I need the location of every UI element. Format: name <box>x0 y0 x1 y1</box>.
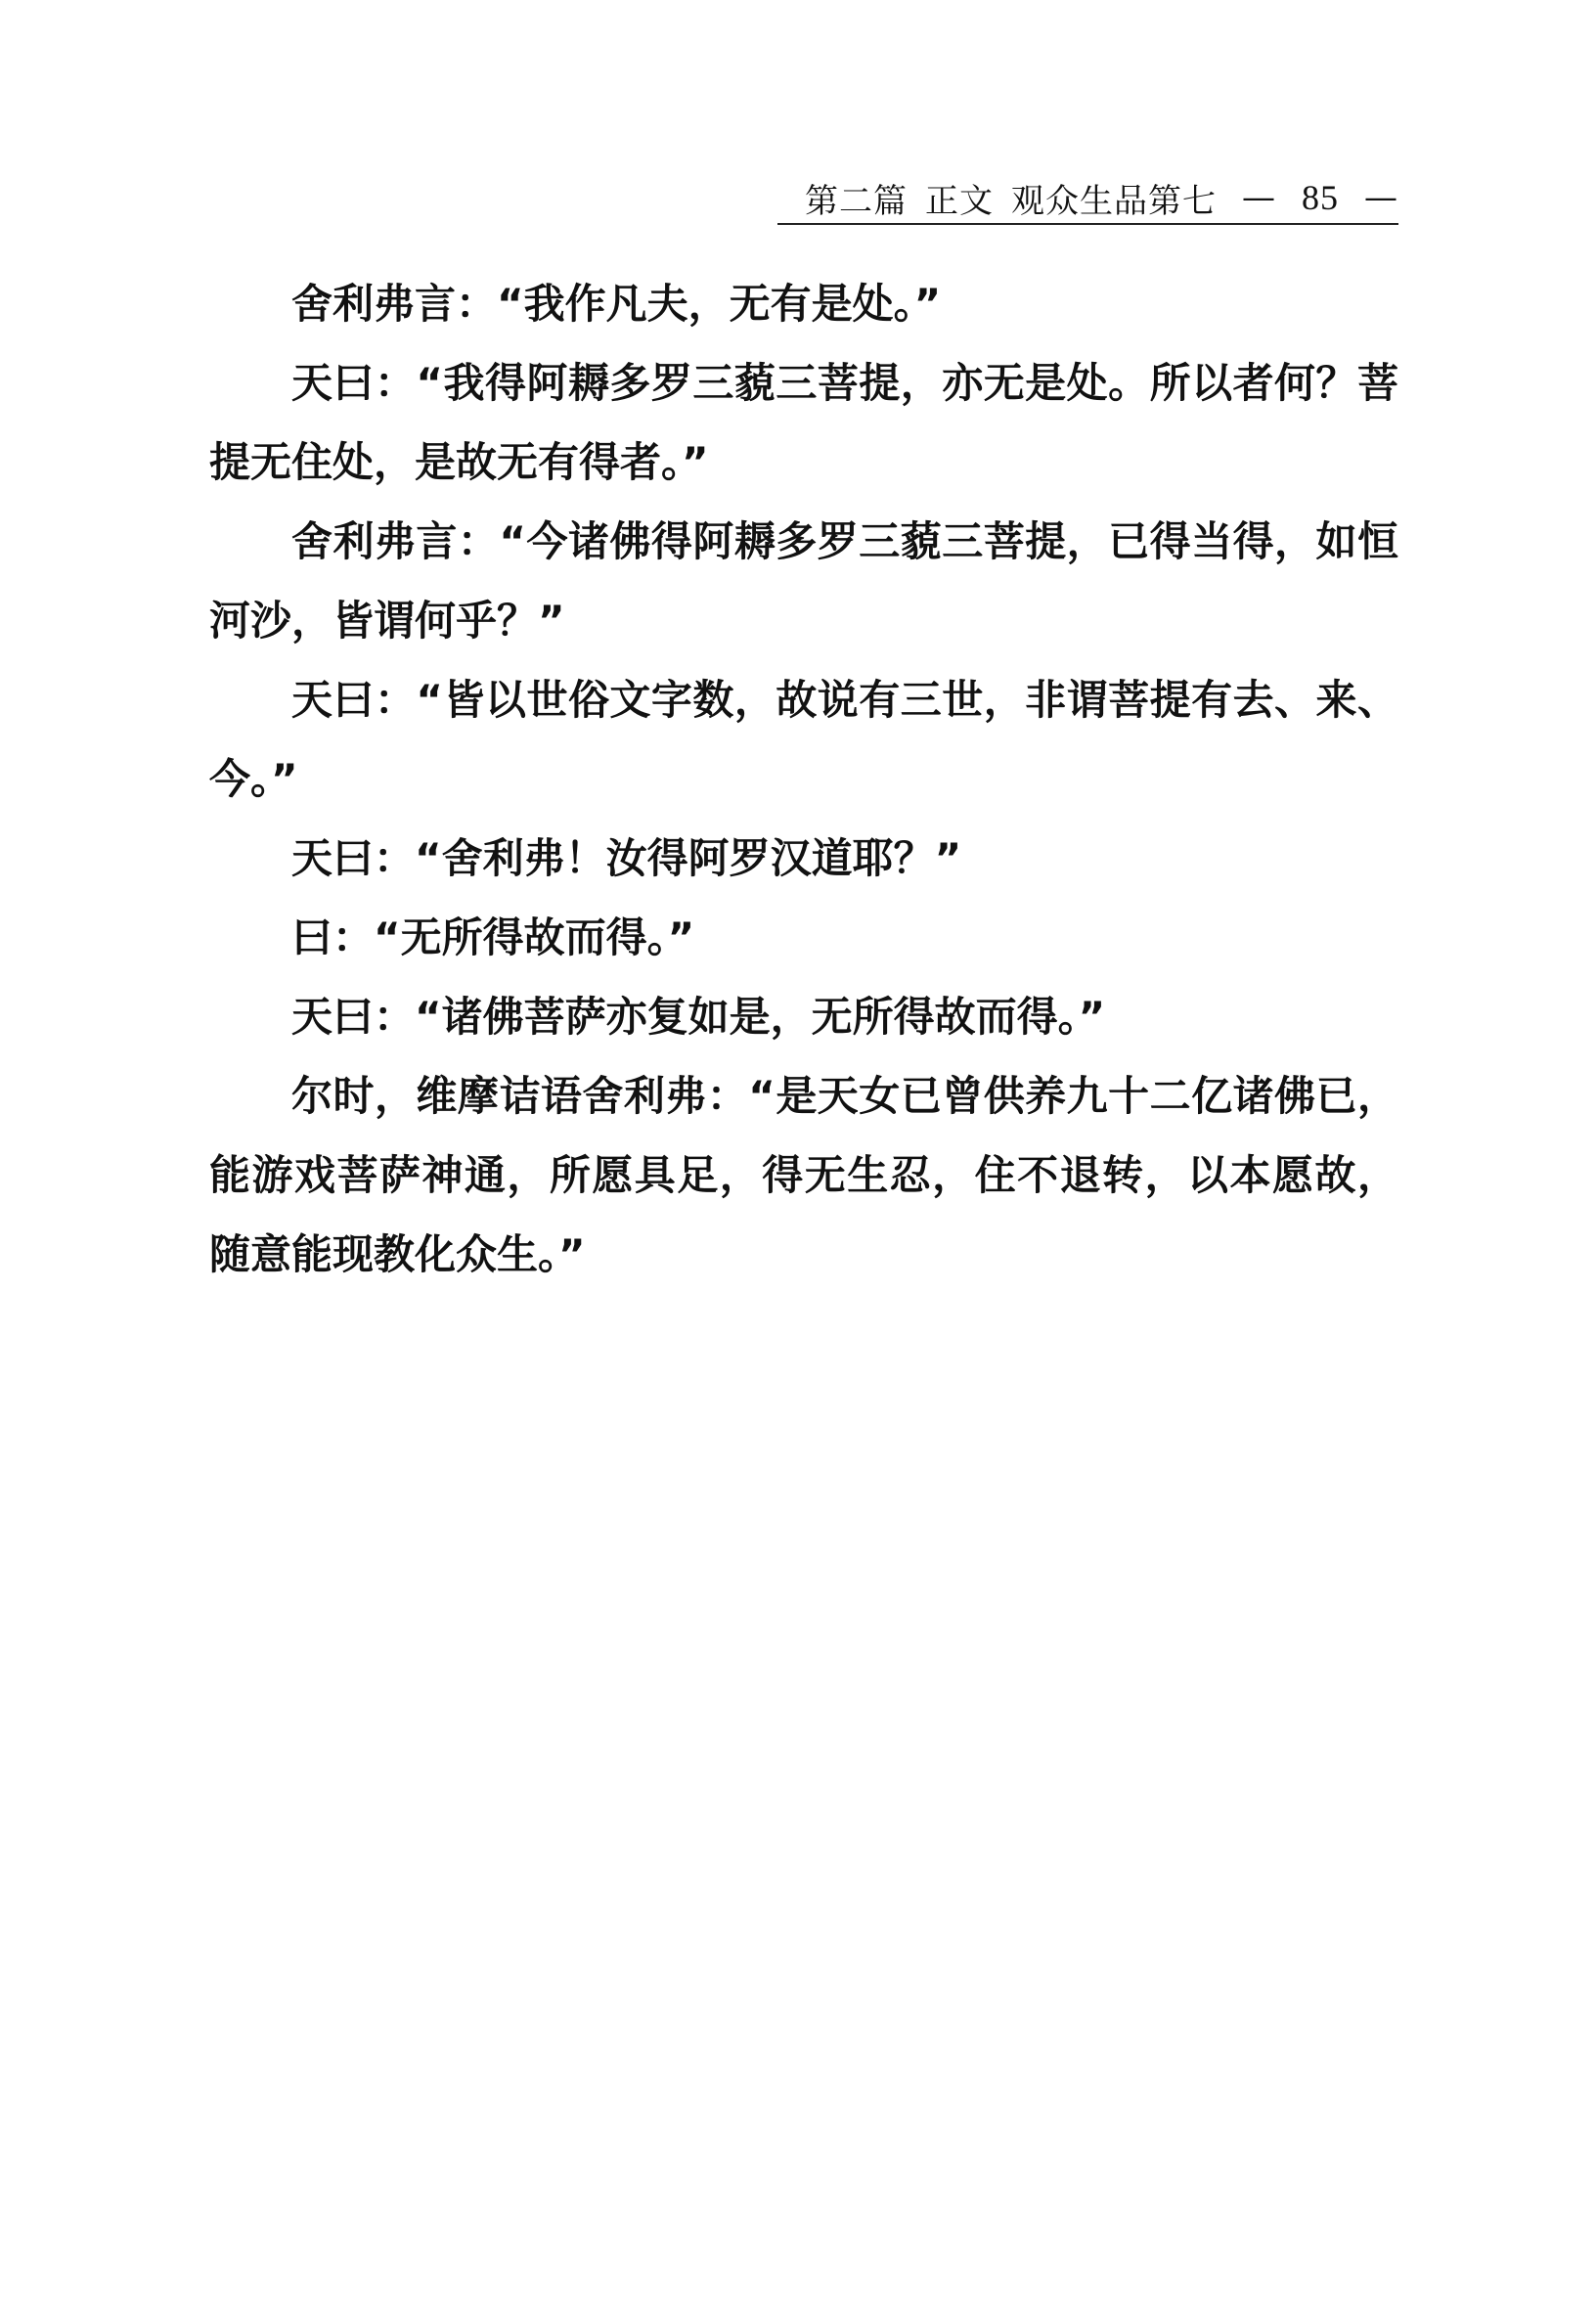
header-part: 正文 <box>925 181 994 221</box>
header-chapter: 观众生品第七 <box>1011 181 1217 221</box>
paragraph: 天曰：“我得阿耨多罗三藐三菩提，亦无是处。所以者何？菩提无住处，是故无有得者。” <box>209 359 1398 486</box>
paragraph: 天曰：“舍利弗！汝得阿罗汉道耶？” <box>291 834 962 882</box>
paragraph: 天曰：“皆以世俗文字数，故说有三世，非谓菩提有去、来、今。” <box>209 676 1398 803</box>
header-section: 第二篇 <box>805 181 908 221</box>
paragraph: 天曰：“诸佛菩萨亦复如是，无所得故而得。” <box>291 993 1106 1041</box>
paragraph: 舍利弗言：“今诸佛得阿耨多罗三藐三菩提，已得当得，如恒河沙，皆谓何乎？” <box>209 517 1398 645</box>
header-dash-left: — <box>1242 178 1276 217</box>
paragraph: 舍利弗言：“我作凡夫，无有是处。” <box>291 280 942 328</box>
paragraph: 曰：“无所得故而得。” <box>291 913 695 961</box>
header-dash-right: — <box>1364 178 1398 217</box>
body-text <box>209 264 1398 1294</box>
paragraph: 尔时，维摩诘语舍利弗：“是天女已曾供养九十二亿诸佛已，能游戏菩萨神通，所愿具足，得无生忍，住不退转，以本愿故，随意能现教化众生。” <box>209 1072 1398 1278</box>
page-number: 85 <box>1302 178 1339 217</box>
running-header <box>777 172 1398 225</box>
